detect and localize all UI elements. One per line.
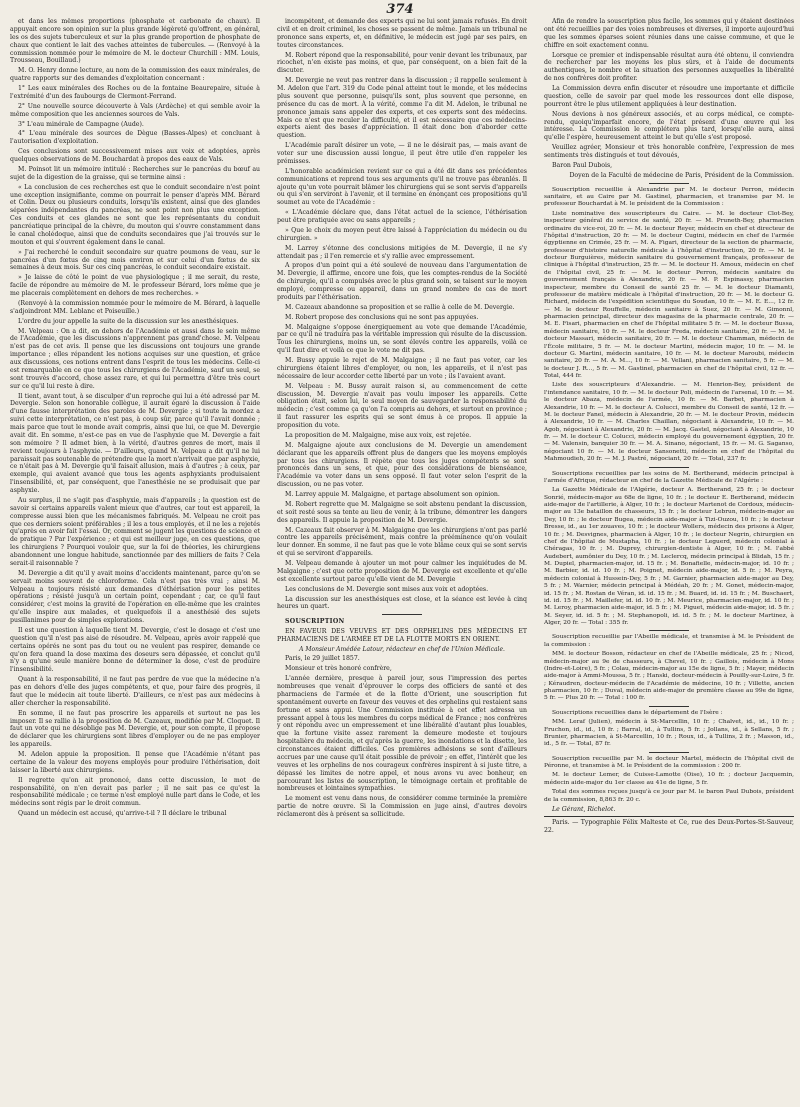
martel-intro: Souscription recueillie par M. le docteur Martel, médecin de l'hôpital civil de Péronne, et transmise à M. le Président de la commission : 200 fr. bbox=[544, 755, 794, 769]
paragraph: « La conclusion de ces recherches est que le conduit secondaire n'est point une exception insignifiante, comme on pourrait le penser d'après MM. Bérard et Colin. Deux ou plusieurs conduits, lorsqu'ils existent, ainsi que des glandes séparées indépendantes du pancréas, ne sont point non plus une exception. Ces conduits et ces glandes ne sont que les représentants du conduit pancréatique principal de la chèvre, du mouton qui s'ouvre constamment dans le canal cholédoque, ainsi que de conduits secondaires que j'ai trouvés sur le mouton et qui s'ouvrent également dans le canal. bbox=[10, 183, 260, 246]
paragraph: M. Velpeau : M. Bussy aurait raison si, au commencement de cette discussion, M. Devergie n'avait pas voulu imposer les appareils. Cette obligation était, selon lui, le seul moyen de sauvegarder la responsabilité du médecin ; c'est comme ça qu'on l'a compris au dehors, et surtout en province ; il faut rassurer les esprits qui se sont émus à ce propos. Il appuie la proposition du vote. bbox=[277, 382, 527, 429]
paragraph: » Que le choix du moyen peut être laissé à l'appréciation du médecin ou du chirurgien. » bbox=[277, 226, 527, 242]
paragraph: M. Devergie ne veut pas rentrer dans la discussion ; il rappelle seulement à M. Adelon que l'art. 319 du Code pénal atteint tout le monde, et les médecins plus souvent que personne, puisqu'ils sont, plus souvent que personne, en présence du cas de mort. À la vérité, comme l'a dit M. Adelon, le tribunal ne prononce jamais sans appeler des experts, et ces experts sont des médecins. Mais ce n'est que reculer la difficulté, et il est nécessaire que ces médecins-experts aient des bases d'appréciation. Il était donc bon d'aborder cette question. bbox=[277, 77, 527, 140]
paragraph: En somme, il ne faut pas proscrire les appareils et surtout ne pas les imposer. Il se rallie à la proposition de M. Cazeaux, modifiée par M. Cloquet. Il faut un vote qui ne désoblige pas M. Devergie, et, pour son compte, il propose de déclarer que les chirurgiens sont libres d'employer ou de ne pas employer les appareils. bbox=[10, 709, 260, 749]
printer-line: Paris. — Typographie Félix Malteste et Ce, rue des Deux-Portes-St-Sauveur, 22. bbox=[544, 816, 794, 835]
column-2 bbox=[277, 18, 527, 1094]
paragraph: » J'ai recherché le conduit secondaire sur quatre poumons de veau, sur le pancréas d'un fœtus de cinq mois environ et sur celui d'un fœtus de six semaines à deux mois. Sur ces cinq pancréas, le conduit secondaire existait. bbox=[10, 248, 260, 272]
paragraph: M. Velpeau : On a dit, en dehors de l'Académie et aussi dans le sein même de l'Académie, que les discussions n'apprennent pas grand'chose. M. Velpeau n'est pas de cet avis. Il pense que les discussions ont toujours une grande importance ; elles répandent les notions acquises sur une question, et grâce aux discussions, ces notions entrent dans l'esprit de tous les médecins. Celle-ci est remarquable en ce que tous les chirurgiens de l'Académie, sauf un seul, se sont trouvés d'accord, chose assez rare, et qui lui permettra d'être très court sur ce qu'il lui reste à dire. bbox=[10, 327, 260, 390]
paragraph: L'honorable académicien revient sur ce qui a été dit dans ses précédentes communications et reprend tous ses arguments qu'il ne trouve pas ébranlés. Il ajoute qu'un vote pourrait blâmer les chirurgiens qui se sont servis d'appareils ou qui s'en serviront à l'avenir, et il termine en énonçant ces propositions qu'il soumet au vote de l'Académie : bbox=[277, 167, 527, 207]
paragraph: Il regrette qu'on ait prononcé, dans cette discussion, le mot de responsabilité, on n'en devait pas parler ; il ne sait pas ce qu'est la responsabilité médicale ; ce terme n'est employé nulle part dans le Code, et les médecins sont régis par le droit commun. bbox=[10, 776, 260, 808]
paragraph: La Commission devra enfin discuter et résoudre une importante et difficile question, celle de savoir par quel mode les ressources dont elle dispose, pourront être le plus utilement appliquées à leur destination. bbox=[544, 85, 794, 108]
paragraph: 2° Une nouvelle source découverte à Vals (Ardèche) et qui semble avoir la même composition que les anciennes sources de Vals. bbox=[10, 102, 260, 118]
paragraph: M. Cazeaux fait observer à M. Malgaigne que les chirurgiens n'ont pas parlé contre les appareils précisément, mais contre la prééminence qu'on voulait leur donner. En somme, il ne faut pas que le vote blâme ceux qui se sont servis et qui se serviront d'appareils. bbox=[277, 526, 527, 558]
paragraph: Veuillez agréer, Monsieur et très honorable confrère, l'expression de mes sentiments très distingués et tout dévoués, bbox=[544, 144, 794, 159]
paragraph: (Renvoyé à la commission nommée pour le mémoire de M. Bérard, à laquelle s'adjoindront MM. Leblanc et Poiseuille.) bbox=[10, 299, 260, 315]
alexandrie-intro: Souscription recueillie à Alexandrie par M. le docteur Perron, médecin sanitaire, et au Caire par M. Gastinel, pharmacien, et transmise par M. le professeur Bouchardat à M. le président de la Commission : bbox=[544, 186, 794, 208]
column-1 bbox=[10, 18, 260, 1094]
paragraph: Il tient, avant tout, à se disculper d'un reproche qui lui a été adressé par M. Devergie. Selon son honorable collègue, il aurait égaré la discussion à l'aide d'une fausse interprétation des paroles de M. Devergie ; si toute la mordez a suivi cette interprétation, ce n'est pas, à coup sûr, parce qu'il l'avait donnée ; mais parce que tout le monde avait compris, ainsi que lui, ce que M. Devergie avait dit. En somme, n'est-ce pas en vue de l'asphyxie que M. Devergie a fait son mémoire ? Il admet bien, à la vérité, d'autres genres de mort, mais il revient toujours à l'asphyxie. — D'ailleurs, quand M. Velpeau a dit qu'il ne lui paraissait pas soutenable de prétendre que la mort n'arrivait que par asphyxie, ce n'était pas à M. Devergie qu'il faisait allusion, mais à d'autres ; à ceux, par exemple, qui avaient avancé que tous les agents asphyxiants produisaient l'insensibilité, et, par conséquent, que l'anesthésie ne se produisait que par asphyxie. bbox=[10, 392, 260, 494]
isere-intro: Souscriptions recueillies dans le département de l'Isère : bbox=[552, 709, 723, 716]
paragraph: M. Larrey appuie M. Malgaigne, et partage absolument son opinion. bbox=[285, 491, 500, 498]
paragraph: Le moment est venu dans nous, de considérer comme terminée la première partie de notre œuvre. Si la Commission en juge ainsi, d'autres devoirs réclameront dès à présent sa sollicitude. bbox=[277, 795, 527, 819]
divider bbox=[649, 752, 689, 753]
signature-name: Baron Paul Dubois, bbox=[552, 161, 613, 169]
paragraph: M. Bussy appuie le rejet de M. Malgaigne ; il ne faut pas voter, car les chirurgiens étaient libres d'employer, ou non, les appareils, et il n'est pas nécessaire de leur accorder cette liberté par un vote ; ils l'avaient avant. bbox=[277, 357, 527, 380]
paragraph: 1° Les eaux minérales des Roches ou de la fontaine Beaurepaire, située à l'extrémité d'un des faubourgs de Clermont-Ferrand. bbox=[10, 85, 260, 100]
page-number: 374 bbox=[386, 2, 414, 17]
paragraph: L'Académie paraît désirer un vote, — il ne le désirait pas, — mais avant de voter sur une discussion aussi longue, il peut être utile d'en rappeler les prémisses. bbox=[277, 142, 527, 165]
divider bbox=[649, 467, 689, 468]
paragraph: M. Poinsot lit un mémoire intitulé : Recherches sur le pancréas du bœuf au sujet de la digestion de la graisse, qui se termine ainsi : bbox=[10, 165, 260, 181]
paragraph: La proposition de M. Malgaigne, mise aux voix, est rejetée. bbox=[285, 431, 472, 439]
paragraph: M. Adelon appuie la proposition. Il pense que l'Académie n'étant pas certaine de la valeur des moyens employés pour produire l'éthérisation, doit laisser la liberté aux chirurgiens. bbox=[10, 751, 260, 774]
paragraph: Quand un médecin est accusé, qu'arrive-t-il ? Il déclare le tribunal bbox=[18, 810, 227, 818]
abeille-intro: Souscription recueillie par l'Abeille médicale, et transmise à M. le Président de la commission : bbox=[544, 634, 794, 648]
divider bbox=[649, 706, 689, 707]
liste-caire: Liste nominative des souscripteurs du Caire. — M. le docteur Clot-Bey, inspecteur général du service de santé, 20 fr. — M. Pruneth-Bey, pharmacien ordinaire du vice-roi, 20 fr. — M. le docteur Reyer, médecin en chef et directeur de l'hôpital d'instruction, 20 fr. — M. le docteur Cugini, médecin en chef de l'armée égyptienne en Crimée, 25 fr. — M. A. Figari, directeur de la section de pharmacie, professeur d'histoire naturelle médicale à l'hôpital d'instruction, 20 fr. — M. le docteur Burguières, médecin sanitaire du gouvernement français, professeur de clinique à l'hôpital d'instruction, 25 fr. — M. le docteur H. Amoux, médecin en chef de l'hôpital civil, 25 fr. — M. le docteur Perron, médecin sanitaire du gouvernement français à Alexandrie, 20 fr. — M. P. Espinassy, pharmacien inspecteur, membre du Conseil de santé 25 fr. — M. le docteur Diamanti, professeur de matière médicale à l'hôpital d'instruction, 20 fr. — M. le docteur G. Richard, médecin de l'expédition scientifique du Soudan, 10 fr. — M. E. E..., 12 fr. — M. le docteur Rouffelle, médecin sanitaire à Suez, 20 fr. — M. Gimonnl, pharmacien principal, directeur des magasins de la pharmacie centrale, 20 fr. — M. E. Fisari, pharmacien en chef de l'hôpital militaire 5 fr. — M. le docteur Bussa, médecin sanitaire, 10 fr. — M. le docteur Freda, médecin sanitaire, 20 fr. — M. le docteur Massari, médecin sanitaire, 20 fr. — M. le docteur Chamman, médecin de l'École militaire, 5 fr. — M. le docteur Martini, médecin major, 10 fr. — M. le docteur G. Martini, médecin sanitaire, 10 fr. — M. le docteur Maroubi, médecin sanitaire, 20 fr. — M. A. M..., 10 fr. — M. Vellani, pharmacien sanitaire, 5 fr. — M. le docteur J. R..., 5 fr. — M. Gastinel, pharmacien en chef de l'hôpital civil, 12 fr. — Total, 444 fr. bbox=[544, 210, 794, 379]
paragraph: M. Robert regrette que M. Malgaigne se soit abstenu pendant la discussion, et soit resté sous sa tente au lieu de venir, à la tribune, démontrer les dangers des appareils. Il appuie la proposition de M. Devergie. bbox=[277, 500, 527, 524]
total-line: Total des sommes reçues jusqu'à ce jour par M. le baron Paul Dubois, président de la commission, 8,863 fr. 20 c. bbox=[544, 789, 794, 803]
isere-list: MM. Leraf (Julien), médecin à St-Marcellin, 10 fr. ; Chalvet, id., id., 10 fr. ; Fruchon, id., id., 10 fr. ; Barral, id., à Tullins, 5 fr. ; Jollans, id., à Sellans, 5 fr. ; Brunier, pharmacien, à St-Marcellin, 10 fr. ; Roux, id., à Tullins, 2 fr. ; Masson, id., id., 5 fr. — Total, 87 fr. bbox=[544, 719, 794, 748]
paragraph: M. O. Henry donne lecture, au nom de la commission des eaux minérales, de quatre rapports sur des demandes d'exploitation concernant : bbox=[10, 67, 260, 83]
letter-recipient: A Monsieur Amédée Latour, rédacteur en chef de l'Union Médicale. bbox=[299, 645, 505, 653]
paragraph: M. Cazeaux abandonne sa proposition et se rallie à celle de M. Devergie. bbox=[285, 303, 515, 311]
signature-title: Doyen de la Faculté de médecine de Paris, Président de la Commission. bbox=[569, 171, 794, 179]
paragraph: M. Larrey s'étonne des conclusions mitigées de M. Devergie, il ne s'y attendait pas ; il l'en remercie et s'y rallie avec empressement. bbox=[277, 244, 527, 260]
bertherand-list: La Gazette Médicale de l'Algérie, docteur A. Bertherand, 25 fr. ; le docteur Sonrié, médecin-major au 68e de ligne, 10 fr. ; le docteur E. Bertherand, médecin aide-major de l'artillerie, à Alger, 10 fr. ; le docteur Martenot de Cordoux, médecin-major au 13e bataillon de chasseurs, 15 fr. ; le docteur Lebrun, médecin-major au Dey, 10 fr. ; le docteur Bugea, médecin aide-major à Tizi-Ouzou, 10 fr. ; le docteur Bresse, id., au 1er zouaves, 10 fr. ; le docteur Wollers, médecin des prisons à Alger, 10 fr. ; M. Desvignes, pharmacien à Alger, 10 fr. ; le docteur Negrin, chirurgien en chef de l'hôpital de Mustapha, 10 fr. ; le docteur Leguerd, médecin colonial à Chéragas, 10 fr. ; M. Duprey, chirurgien-dentiste à Alger, 10 fr. ; M. l'abbé Audebert, aumônier du Dey, 10 fr. ; M. Leclercq, médecin principal à Blidah, 15 fr. ; M. Dupiel, pharmacien-major, id. 15 fr. ; M. Bonafielle, médecin-major, id. 10 fr. ; M. Barbier, id. id. 10 fr. ; M. Poignet, médecin aide-major, id. 5 fr. ; M. Peyra, médecin colonial à Hussein-Dey, 5 fr. ; M. Garnier, pharmacien aide-major au Dey, 5 fr. ; M. Warnier, médecin principal à Médéah, 20 fr. ; M. Gonet, médecin-major, id. 15 fr. ; M. Rostan de Véran, id. id. 15 fr. ; M. Buard, id. id. 15 fr. ; M. Buschaert, id. id. 15 fr. ; M. Maillefer, id. id. 10 fr. ; M. Meurice, pharmacien-major, id. 10 fr. ; M. Leroy, pharmacien aide-major, id. 5 fr. ; M. Piguet, médecin aide-major, id. 5 fr. ; M. Seyer, id. id. 5 fr. ; M. Stephanopoli, id. id. 5 fr. ; M. le docteur Martinez, à Alger, 20 fr. — Total : 355 fr. bbox=[544, 487, 794, 626]
paragraph: 4° L'eau minérale des sources de Dègue (Basses-Alpes) et concluant à l'autorisation d'exploitation. bbox=[10, 130, 260, 146]
paragraph: Monsieur et très honoré confrère, bbox=[285, 665, 392, 673]
section-rule bbox=[382, 614, 422, 615]
paragraph: M. Malgaigne s'oppose énergiquement au vote que demande l'Académie, par ce qu'il ne traduira pas la véritable impression qui résulte de la discussion. Tous les chirurgiens, moins un, se sont élevés contre les appareils, voilà ce qu'il faut dire et voilà ce que le vote ne dit pas. bbox=[277, 323, 527, 355]
paragraph: et dans les mêmes proportions (phosphate et carbonate de chaux). Il appuyait encore son opinion sur la plus grande légèreté qu'offrent, en général, les os des sujets tuberculeux et sur la plus grande proportion de phosphate de chaux que contient le lait des vaches atteintes de tubercules. — (Renvoyé à la commission nommée pour le mémoire de M. le docteur Churchill : MM. Louis, Trousseau, Bouillaud.) bbox=[10, 18, 260, 65]
paragraph: Nous devions à nos généreux associés, et au corps médical, ce compte-rendu, quoiqu'imparfait encore, de l'état présent d'une œuvre qui les intéresse. La Commission le complétera plus tard, lorsqu'elle aura, ainsi qu'elle l'espère, heureusement atteint le but qu'elle s'est proposé. bbox=[544, 110, 794, 142]
paragraph: M. Velpeau demande à ajouter un mot pour calmer les inquiétudes de M. Malgaigne ; c'est que cette proposition de M. Devergie est excellente et qu'elle est excellente surtout parce qu'elle vient de M. Devergie bbox=[277, 560, 527, 583]
letter-continuation bbox=[544, 18, 794, 160]
paragraph: « L'Académie déclare que, dans l'état actuel de la science, l'éthérisation peut être pratiquée avec ou sans appareils ; bbox=[277, 209, 527, 224]
paragraph: Ces conclusions sont successivement mises aux voix et adoptées, après quelques observations de M. Bouchardat à propos des eaux de Vals. bbox=[10, 148, 260, 163]
paragraph: Afin de rendre la souscription plus facile, les sommes qui y étaient destinées ont été recueillies par des voies nombreuses et diverses, il importe aujourd'hui que les sommes éparses soient réunies dans une caisse commune, et que le chiffre en soit exactement connu. bbox=[544, 18, 794, 49]
paragraph: M. Robert propose des conclusions qui ne sont pas appuyées. bbox=[285, 313, 479, 321]
column-3 bbox=[544, 18, 794, 1094]
paragraph: M. Malgaigne ajoute aux conclusions de M. Devergie un amendement déclarant que les appareils offrent plus de dangers que les moyens employés par tous les chirurgiens. Il répète que tous les juges compétents se sont prononcés dans un sens, et que, pour des considérations de bienséance, l'Académie va voter dans un sens opposé. Il faut voter selon l'esprit de la discussion, ou ne pas voter. bbox=[277, 441, 527, 489]
paragraph: Les conclusions de M. Devergie sont mises aux voix et adoptées. bbox=[285, 585, 489, 593]
paragraph: M. Robert répond que la responsabilité, pour venir devant les tribunaux, par ricochet, n'en existe pas moins, et que, par conséquent, on a bien fait de la discuter. bbox=[277, 51, 527, 75]
paragraph: Quant à la responsabilité, il ne faut pas perdre de vue que la médecine n'a pas en dehors d'elle des juges compétents, et que, pour faire des progrès, il faut que le médecin ait toute liberté. D'ailleurs, ce n'est pas aux médecins à aller chercher la responsabilité. bbox=[10, 676, 260, 707]
column-2-paragraphs bbox=[277, 18, 527, 611]
paragraph: 3° L'eau minérale de Campagne (Aude). bbox=[18, 120, 144, 128]
lemer-line: M. le docteur Lemer, de Cuisse-Lamotte (Oise), 10 fr. ; docteur Jacquemin, médecin aide-major du 1er classe au 41e de ligne, 5 fr. bbox=[544, 772, 794, 786]
paragraph: L'ordre du jour appelle la suite de la discussion sur les anesthésiques. bbox=[18, 317, 239, 325]
paragraph: L'année dernière, presque à pareil jour, sous l'impression des pertes nombreuses que venait d'éprouver le corps des officiers de santé et des pharmaciens de l'armée et de la flotte d'Orient, une souscription fut spontanément ouverte en faveur des veuves et des orphelins qui restaient sans fortune et sans appui. Une Commission instituée à cet effet adressa un pressant appel à tous les membres du corps médical de France ; nos confrères y ont répondu avec un empressement et une libéralité d'autant plus louables, que la fortune visite assez rarement la demeure modeste et toujours hospitalière du médecin, et qu'après la guerre, les inondations et la disette, les circonstances étaient difficiles. Ces premières adhésions se sont d'ailleurs accrues par une cause qu'il était possible de prévoir ; en effet, l'intérêt que les veuves et les orphelins de nos courageux confrères inspirent à si juste titre, a dépassé les limites de notre appel, et nous avons vu avec bonheur, en parcourant les listes de souscription, le témoignage certain et profitable de nombreuses et lointaines sympathies. bbox=[277, 675, 527, 793]
columns bbox=[10, 18, 794, 1098]
paragraph: Il est une question à laquelle tient M. Devergie, c'est le dosage et c'est une question qu'il n'est pas aisé de résoudre. M. Velpeau, après avoir rappelé que certains opérés ne sont pas du tout ou ne veulent pas respirer, demande ce qu'on fera quand la dose maxima des doseurs sera dépassée, et conclut qu'il n'y a qu'une seule manière bonne de déterminer la dose, c'est de produire l'insensibilité. bbox=[10, 626, 260, 674]
paragraph: incompétent, et demande des experts qui ne lui sont jamais refusés. En droit civil et en droit criminel, les choses se passent de même. Jamais un tribunal ne prononce sans experts, et, en définitive, le médecin est jugé par ses pairs, en toutes circonstances. bbox=[277, 18, 527, 49]
letter-body bbox=[277, 665, 527, 819]
bertherand-intro: Souscriptions recueillies par les soins de M. Bertherand, médecin principal à l'armée d'Afrique, rédacteur en chef de la Gazette Médicale de l'Algérie : bbox=[544, 470, 794, 484]
abeille-list: MM. le docteur Bosson, rédacteur en chef de l'Abeille médicale, 25 fr. ; Nicod, médecin-major au 9e de chasseurs, à Chevel, 10 fr. ; Gaillois, médecin à Mons (Indre-et-Loire), 5 fr. ; Colau, médecin-major au 15e de ligne, 5 fr. ; Mayer, médecin aide-major à Ammi-Moussa, 5 fr. ; Hanski, docteur-médecin à Pouilly-sur-Loire, 5 fr. ; Kéraudren, docteur-médecin de l'Académie de médecine, 10 fr. ; Villette, ancien pharmacien, 10 fr. ; Duval, médecin aide-major de première classe au 99e de ligne, 5 fr. — Plus 20 fr. — Total : 100 fr. bbox=[544, 651, 794, 702]
paragraph: La discussion sur les anesthésiques est close, et la séance est levée à cinq heures un quart. bbox=[277, 595, 527, 611]
divider bbox=[649, 630, 689, 631]
liste-alexandrie: Liste des souscripteurs d'Alexandrie. — M. Henrion-Bey, président de l'intendance sanitaire, 10 fr. — M. le docteur Poli, médecin de l'arsenal, 10 fr. — M. le docteur Abaza, médecin de l'armée, 10 fr. — M. Barbet, pharmacien à Alexandrie, 10 fr. — M. le docteur A. Colucci, membre du Conseil de santé, 12 fr. — M. le docteur Fanel, médecin à Alexandrie, 20 fr. — M. le docteur Provin, médecin à Alexandrie, 10 fr. — M. Charles Chaillan, négociant à Alexandrie, 10 fr. — M. Agob, négociant à Alexandrie, 20 fr. — M. Jacq. Gastel, négociant à Alexandrie, 10 fr. — M. le docteur C. Colucci, médecin employé du gouvernement égyptien, 20 fr. — M. Valensin, banquier 30 fr. — M. A. Sinano, négociant, 15 fr. — M. G. Saganso, négociant 10 fr. — M. le docteur Sansonetti, médecin en chef de l'hôpital du Mahmoudieh, 20 fr. — M. J. Pastré, négociant, 20 fr. — Total, 237 fr. bbox=[544, 382, 794, 463]
paragraph: Au surplus, il ne s'agit pas d'asphyxie, mais d'appareils ; la question est de savoir si certains appareils valent mieux que d'autres, car tout est appareil, la compresse aussi bien que les mécanismes fabriqués. M. Velpeau ne croit pas que ces derniers soient préférables ; il les a tous employés, et il ne les a rejetés qu'après en avoir fait l'essai. Or, comment se jugent les questions de science et de pratique ? Par l'expérience ; et qui est meilleur juge, en ces questions, que les chirurgiens ? Pourquoi vouloir que, sur la foi de théories, les chirurgiens abandonnent une longue habitude, sanctionnée par des milliers de faits ? Cela serait-il raisonnable ? bbox=[10, 496, 260, 567]
paragraph: A propos d'un point qui a été soulevé de nouveau dans l'argumentation de M. Devergie, il affirme, encore une fois, que les comptes-rendus de la Société de chirurgie, qu'il a compulsés avec le plus grand soin, se taisent sur le moyen employé, compresse ou appareil, dans un grand nombre de cas de mort produits par l'éthérisation. bbox=[277, 262, 527, 301]
gerant-signature: Le Gérant, Richelot. bbox=[552, 805, 616, 813]
letter-date: Paris, le 29 juillet 1857. bbox=[285, 655, 360, 663]
paragraph: M. Devergie a dit qu'il y avait moins d'accidents maintenant, parce qu'on se servait moins souvent de chloroforme. Cela n'est pas très vrai ; ainsi M. Velpeau a toujours résisté aux demandes d'éthérisation pour les petites opérations ; résisté jusqu'à un certain point, cependant ; car, ce qu'il faut considérer, c'est moins la gravité de l'opération en elle-même que les craintes qu'elle inspire aux malades, et quelquefois il a anesthésié des sujets pusillanimes pour de simples explorations. bbox=[10, 569, 260, 624]
souscription-title: SOUSCRIPTION bbox=[285, 618, 345, 626]
divider bbox=[649, 183, 689, 184]
souscription-subtitle: EN FAVEUR DES VEUVES ET DES ORPHELINS DES MÉDECINS ET PHARMACIENS DE L'ARMÉE ET DE LA FLOTTE MORTS EN ORIENT. bbox=[277, 628, 527, 643]
paragraph: » Je laisse de côté le point de vue physiologique ; il me serait, du reste, facile de répondre au mémoire de M. le professeur Bérard, lors même que je me placerais complètement en dehors de mes recherches. » bbox=[10, 274, 260, 297]
paragraph: Lorsque ce premier et indispensable résultat aura été obtenu, il conviendra de rechercher par les moyens les plus sûrs, et à l'aide de documents authentiques, le nombre et la situation des personnes auxquelles la libéralité de nos confrères doit profiter. bbox=[544, 51, 794, 83]
